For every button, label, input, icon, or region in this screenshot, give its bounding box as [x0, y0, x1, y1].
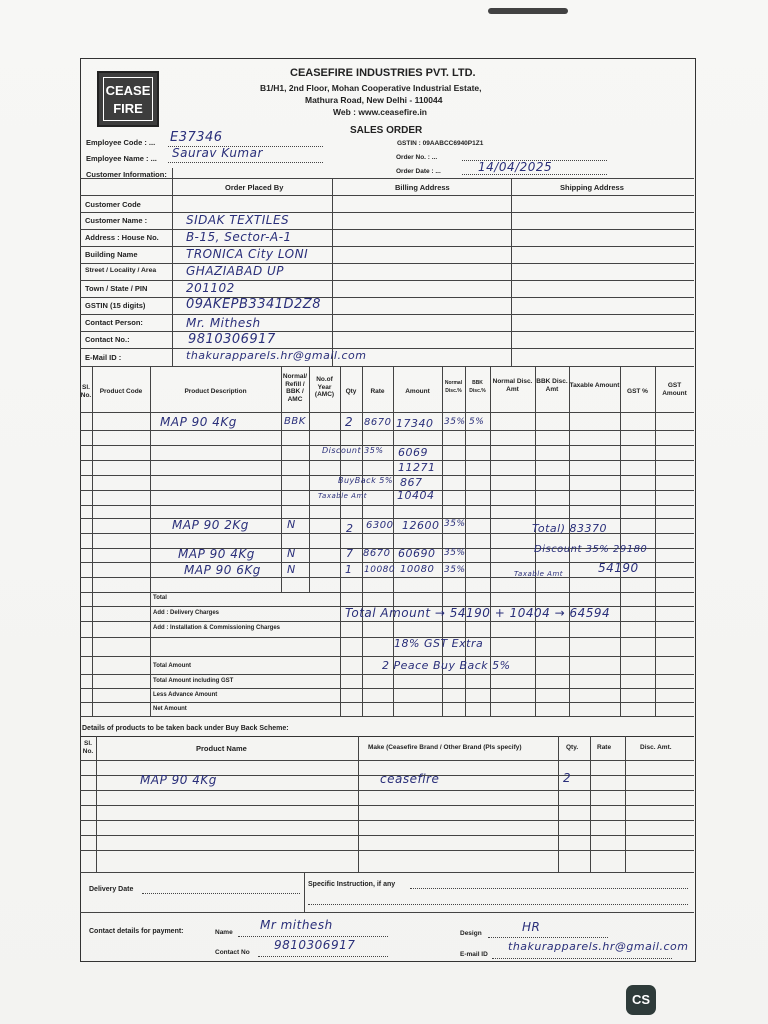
- item2-type: N: [287, 518, 296, 531]
- order-no-label: Order No. : ...: [396, 154, 438, 161]
- item2-qty: 2: [346, 522, 354, 535]
- col-line: [362, 366, 363, 716]
- address-value: B-15, Sector-A-1: [186, 230, 292, 244]
- calc-buyback-amount: 867: [400, 476, 423, 489]
- row-line: [80, 912, 694, 913]
- buyback-col-rate: Rate: [597, 744, 612, 751]
- gstin-label: GSTIN : 09AABCC6940P1Z1: [397, 140, 484, 147]
- col-header-type: Normal/ Refill / BBK / AMC: [282, 373, 308, 403]
- col-line: [590, 736, 591, 872]
- col-header-product-description: Product Description: [184, 388, 247, 395]
- footer-email-value: thakurapparels.hr@gmail.com: [508, 940, 689, 953]
- item1-amount: 17340: [396, 417, 434, 430]
- row-line: [80, 790, 694, 791]
- buyback-row1-product: MAP 90 4Kg: [140, 773, 217, 787]
- col-header-rate: Rate: [370, 388, 385, 395]
- row-line: [80, 820, 694, 821]
- company-address-line1: B1/H1, 2nd Floor, Mohan Cooperative Industrial Estate,: [260, 83, 482, 93]
- col-header-gst-amount: GST Amount: [662, 382, 687, 397]
- contact-person-value: Mr. Mithesh: [186, 316, 261, 330]
- calc-buyback-note: BuyBack 5%: [338, 476, 393, 485]
- col-line: [620, 366, 621, 716]
- customer-info-label: Customer Information:: [86, 170, 167, 179]
- building-name-value: TRONICA City LONI: [186, 247, 309, 261]
- item3-type: N: [287, 547, 296, 560]
- footer-contact-value: 9810306917: [274, 938, 356, 952]
- building-name-label: Building Name: [85, 250, 138, 259]
- footer-email-line: [492, 958, 672, 959]
- gst-note: 18% GST Extra: [394, 637, 484, 650]
- calc-taxable-amount: 10404: [397, 489, 435, 502]
- company-address-line2: Mathura Road, New Delhi - 110044: [305, 95, 443, 105]
- shipping-address-header: Shipping Address: [560, 183, 624, 192]
- row-line: [80, 850, 694, 851]
- summary-net-amount: Net Amount: [153, 706, 187, 712]
- item4-type: N: [287, 563, 296, 576]
- scan-artifact-top: [488, 8, 568, 14]
- row-line: [80, 412, 694, 413]
- footer-name-label: Name: [215, 929, 233, 936]
- col-header-qty: Qty: [345, 388, 357, 395]
- row-line: [80, 688, 694, 689]
- col-line: [309, 366, 310, 592]
- col-header-normal-disc-pct: Normal Disc.%: [444, 380, 463, 394]
- item1-qty: 2: [345, 415, 354, 429]
- item2-desc: MAP 90 2Kg: [172, 518, 249, 532]
- item2-normal-disc: 35%: [444, 519, 466, 529]
- item2-amount: 12600: [402, 519, 440, 532]
- footer-name-line: [238, 936, 388, 937]
- col-line: [332, 178, 333, 366]
- contact-no-label: Contact No.:: [85, 335, 130, 344]
- col-header-taxable-amount: Taxable Amount: [569, 382, 620, 389]
- gstin-customer-value: 09AKEPB3341D2Z8: [186, 297, 321, 312]
- col-header-normal-disc-amt: Normal Disc. Amt: [492, 378, 533, 393]
- street-value: GHAZIABAD UP: [186, 264, 285, 278]
- contact-no-value: 9810306917: [188, 332, 276, 347]
- contact-person-label: Contact Person:: [85, 318, 143, 327]
- street-label: Street / Locality / Area: [85, 267, 157, 274]
- item4-normal-disc: 35%: [444, 565, 466, 575]
- col-header-amount: Amount: [405, 388, 430, 395]
- col-line: [558, 736, 559, 872]
- col-line: [655, 366, 656, 716]
- buyback-col-make: Make (Ceasefire Brand / Other Brand (Pls specify): [368, 744, 522, 751]
- employee-name-label: Employee Name : ...: [86, 154, 157, 163]
- item1-desc: MAP 90 4Kg: [160, 415, 237, 429]
- col-line: [625, 736, 626, 872]
- row-line: [80, 445, 694, 446]
- row-line: [80, 348, 694, 349]
- summary-total: Total: [153, 595, 167, 601]
- item4-amount: 10080: [400, 564, 435, 575]
- item3-qty: 7: [346, 547, 354, 560]
- item1-bbk-disc: 5%: [469, 417, 485, 427]
- row-line: [80, 280, 694, 281]
- row-line: [80, 835, 694, 836]
- col-header-sl: Sl. No.: [80, 384, 92, 399]
- col-line: [535, 366, 536, 716]
- row-line: [80, 366, 694, 367]
- footer-design-value: HR: [522, 920, 541, 934]
- col-header-product-code: Product Code: [99, 388, 143, 395]
- buyback-heading: Details of products to be taken back under Buy Back Scheme:: [82, 725, 289, 732]
- item4-desc: MAP 90 6Kg: [184, 563, 261, 577]
- town-value: 201102: [186, 281, 235, 295]
- item3-normal-disc: 35%: [444, 548, 466, 558]
- col-line: [96, 736, 97, 872]
- customer-code-label: Customer Code: [85, 200, 141, 209]
- order-placed-by-header: Order Placed By: [225, 183, 284, 192]
- contact-payment-label: Contact details for payment:: [89, 928, 184, 935]
- order-date-line: [462, 174, 607, 175]
- summary-total-amount: Total Amount: [153, 663, 191, 669]
- footer-email-label: E-mail ID: [460, 951, 488, 958]
- company-name: CEASEFIRE INDUSTRIES PVT. LTD.: [290, 67, 476, 79]
- summary-installation: Add : Installation & Commissioning Charges: [153, 625, 281, 631]
- side-taxable-label: Taxable Amt: [514, 570, 564, 578]
- row-line: [80, 637, 694, 638]
- row-line: [80, 490, 694, 491]
- company-website: Web : www.ceasefire.in: [333, 107, 428, 117]
- form-title: SALES ORDER: [350, 125, 423, 136]
- item4-rate: 10080: [364, 565, 396, 575]
- row-line: [80, 656, 694, 657]
- row-line: [80, 702, 694, 703]
- total-amount-calc: Total Amount → 54190 + 10404 → 64594: [345, 606, 611, 620]
- item2-rate: 6300: [366, 520, 394, 531]
- buyback-note: 2 Peace Buy Back 5%: [382, 659, 511, 672]
- item1-normal-disc: 35%: [444, 417, 466, 427]
- side-discount: Discount 35% 29180: [534, 544, 648, 555]
- item3-desc: MAP 90 4Kg: [178, 547, 255, 561]
- employee-code-label: Employee Code : ...: [86, 138, 156, 147]
- summary-less-advance: Less Advance Amount: [153, 692, 218, 698]
- footer-design-line: [488, 937, 608, 938]
- item4-qty: 1: [345, 563, 353, 576]
- summary-delivery: Add : Delivery Charges: [153, 610, 220, 616]
- employee-name-value: Saurav Kumar: [172, 146, 263, 160]
- row-line: [80, 621, 694, 622]
- calc-discount-amount: 6069: [398, 446, 428, 459]
- email-value: thakurapparels.hr@gmail.com: [186, 349, 367, 362]
- row-line: [80, 263, 694, 264]
- employee-code-value: E37346: [170, 130, 223, 145]
- row-line: [80, 716, 694, 717]
- town-label: Town / State / PIN: [85, 284, 148, 293]
- col-line: [150, 366, 151, 716]
- calc-subtotal: 11271: [398, 461, 436, 474]
- buyback-row1-make: ceasefire: [380, 772, 440, 786]
- delivery-date-line: [142, 893, 300, 894]
- col-header-bbk-disc-pct: BBK Disc.%: [469, 380, 486, 394]
- col-line: [172, 168, 173, 366]
- delivery-date-label: Delivery Date: [89, 886, 134, 893]
- order-date-label: Order Date : ...: [396, 168, 441, 175]
- calc-discount-note: Discount 35%: [322, 446, 384, 455]
- billing-address-header: Billing Address: [395, 183, 450, 192]
- item3-amount: 60690: [398, 547, 436, 560]
- row-line: [80, 736, 694, 737]
- col-header-gst-pct: GST %: [627, 388, 648, 395]
- col-header-bbk-disc-amt: BBK Disc. Amt: [536, 378, 568, 393]
- col-line: [358, 736, 359, 872]
- order-date-value: 14/04/2025: [478, 160, 553, 174]
- instruction-line-1: [410, 888, 688, 889]
- row-line: [80, 674, 694, 675]
- row-line: [80, 760, 694, 761]
- row-line: [80, 246, 694, 247]
- col-line: [511, 178, 512, 366]
- row-line: [80, 212, 694, 213]
- row-line: [80, 805, 694, 806]
- specific-instruction-label: Specific Instruction, if any: [308, 881, 396, 888]
- email-label: E-Mail ID :: [85, 353, 122, 362]
- col-line: [304, 872, 305, 912]
- buyback-col-product-name: Product Name: [196, 744, 247, 753]
- summary-total-gst: Total Amount including GST: [153, 678, 234, 684]
- row-line: [80, 460, 694, 461]
- gstin-customer-label: GSTIN (15 digits): [85, 301, 146, 310]
- row-line: [80, 229, 694, 230]
- ceasefire-logo: CEASE FIRE: [97, 71, 159, 127]
- item1-type: BBK: [284, 416, 306, 427]
- row-line: [80, 577, 694, 578]
- row-line: [80, 430, 694, 431]
- address-label: Address : House No.: [85, 233, 159, 242]
- side-taxable-amount: 54190: [598, 561, 639, 575]
- instruction-line-2: [308, 904, 688, 905]
- buyback-col-qty: Qty.: [566, 744, 579, 751]
- col-header-years: No.of Year (AMC): [314, 376, 335, 398]
- calc-taxable-note: Taxable Amt: [318, 492, 368, 500]
- item3-rate: 8670: [363, 548, 391, 559]
- buyback-col-sl: Sl. No.: [82, 740, 94, 755]
- employee-name-line: [168, 162, 323, 163]
- col-line: [340, 366, 341, 716]
- row-line: [80, 297, 694, 298]
- buyback-row1-qty: 2: [563, 771, 572, 785]
- row-line: [80, 195, 694, 196]
- customer-name-label: Customer Name :: [85, 216, 148, 225]
- customer-name-value: SIDAK TEXTILES: [186, 213, 290, 227]
- row-line: [80, 872, 694, 873]
- footer-name-value: Mr mithesh: [260, 918, 333, 932]
- col-line: [92, 366, 93, 716]
- footer-contact-line: [258, 956, 388, 957]
- row-line: [80, 314, 694, 315]
- row-line: [80, 592, 694, 593]
- camscanner-badge: CS: [626, 985, 656, 1015]
- item1-rate: 8670: [364, 417, 392, 428]
- row-line: [80, 505, 694, 506]
- footer-design-label: Design: [460, 930, 482, 937]
- buyback-col-disc: Disc. Amt.: [640, 744, 672, 751]
- col-line: [569, 366, 570, 716]
- row-line: [80, 331, 694, 332]
- side-total: Total) 83370: [532, 522, 607, 535]
- footer-contact-label: Contact No: [215, 949, 250, 956]
